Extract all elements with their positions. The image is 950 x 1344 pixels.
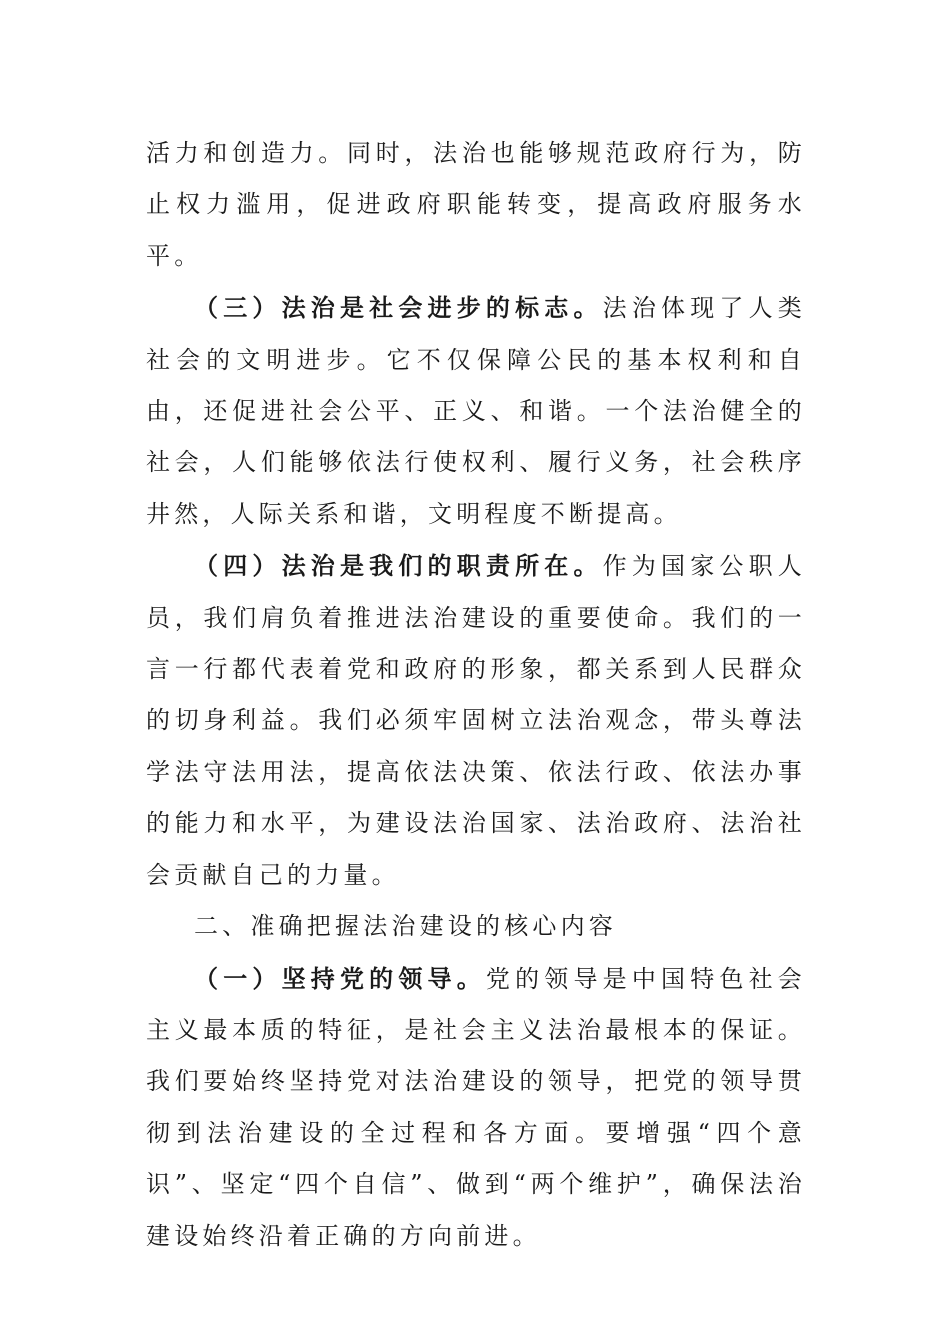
paragraph-lead: （一）坚持党的领导。 — [194, 963, 486, 993]
paragraph-text: 法治体现了人类社会的文明进步。它不仅保障公民的基本权利和自由，还促进社会公平、正义、和谐。一个法治健全的社会，人们能够依法行使权利、履行义务，社会秩序井然，人际关系和谐，文明程度不断提高。 — [146, 294, 806, 528]
paragraph-lead: （四）法治是我们的职责所在。 — [194, 551, 603, 581]
paragraph-section-4 — [146, 540, 806, 901]
paragraph-text: 作为国家公职人员，我们肩负着推进法治建设的重要使命。我们的一言一行都代表着党和政府的形象，都关系到人民群众的切身利益。我们必须牢固树立法治观念，带头尊法学法守法用法，提高依法决策、依法行政、依法办事的能力和水平，为建设法治国家、法治政府、法治社会贡献自己的力量。 — [146, 552, 806, 889]
paragraph-text: 活力和创造力。同时，法治也能够规范政府行为，防止权力滥用，促进政府职能转变，提高政府服务水平。 — [146, 139, 806, 270]
section-heading: 二、准确把握法治建设的核心内容 — [194, 912, 617, 941]
document-body — [146, 128, 806, 1262]
paragraph-text: 党的领导是中国特色社会主义最本质的特征，是社会主义法治最根本的保证。我们要始终坚持党对法治建设的领导，把党的领导贯彻到法治建设的全过程和各方面。要增强“四个意识”、坚定“四个自信”、做到“两个维护”，确保法治建设始终沿着正确的方向前进。 — [146, 964, 807, 1250]
paragraph-section-3 — [146, 282, 806, 540]
paragraph-continuation — [146, 128, 806, 282]
paragraph-section-1 — [146, 953, 806, 1262]
paragraph-lead: （三）法治是社会进步的标志。 — [194, 293, 603, 323]
